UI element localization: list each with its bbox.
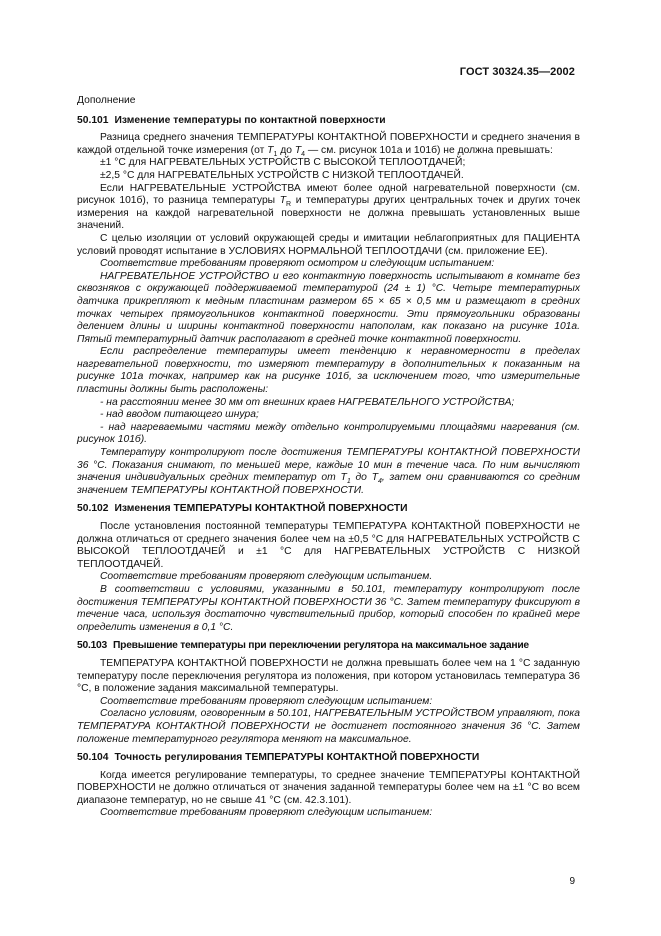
paragraph: С целью изоляции от условий окружающей среды и имитации неблагоприятных для ПАЦИЕНТА условий проводят испытание в УСЛОВИЯХ НОРМАЛЬНОЙ ТЕПЛООТДАЧИ (см. приложение ЕЕ).	[77, 232, 580, 257]
section-title: Изменение температуры по контактной поверхности	[114, 114, 386, 126]
paragraph: Соответствие требованиям проверяют осмотром и следующим испытанием:	[100, 258, 495, 270]
list-item: ±1 °С для НАГРЕВАТЕЛЬНЫХ УСТРОЙСТВ С ВЫСОКОЙ ТЕПЛООТДАЧЕЙ;	[100, 157, 466, 169]
section-number: 50.103	[77, 640, 107, 652]
text-run: Температуру контролируют после достижения ТЕМПЕРАТУРЫ КОНТАКТНОЙ ПОВЕРХНОСТИ 36 °С. Показания снимают, по меньшей мере, каждые 10 мин в течение часа. По ним вычисляют значения индивидуальных средних температур от	[77, 447, 580, 484]
text-run: Разница среднего значения ТЕМПЕРАТУРЫ КОНТАКТНОЙ ПОВЕРХНОСТИ и среднего значения в каждой отдельной точке измерения (от	[77, 132, 580, 156]
list-item: - над нагреваемыми частями между отдельно контролируемыми площадями нагревания (см. рисунок 101б).	[77, 421, 580, 446]
section-number: 50.101	[77, 114, 109, 126]
text-run: до	[277, 144, 295, 156]
paragraph: ТЕМПЕРАТУРА КОНТАКТНОЙ ПОВЕРХНОСТИ не должна превышать более чем на 1 °С заданную температуру после переключения регулятора из положения, при котором установилась температура 36 °С, в положение задания максимальной температуры.	[77, 657, 580, 695]
paragraph	[77, 132, 580, 157]
symbol-t: T	[294, 144, 302, 156]
addendum-label: Дополнение	[77, 95, 136, 106]
subscript: R	[286, 201, 292, 209]
section-heading-50-101	[77, 115, 580, 128]
section-heading-50-103	[77, 640, 580, 653]
subscript: 1	[346, 478, 351, 486]
list-item: - на расстоянии менее 30 мм от внешних краев НАГРЕВАТЕЛЬНОГО УСТРОЙСТВА;	[100, 396, 515, 408]
subscript: 1	[273, 150, 278, 158]
section-title: Превышение температуры при переключении регулятора на максимальное задание	[113, 640, 529, 652]
paragraph: Согласно условиям, оговоренным в 50.101, НАГРЕВАТЕЛЬНЫМ УСТРОЙСТВОМ управляют, пока ТЕМПЕРАТУРА КОНТАКТНОЙ ПОВЕРХНОСТИ не достигнет постоянного значения 36 °С. Затем положение температурного регулятора меняют на максимальное.	[77, 708, 580, 745]
text-run: , затем они сравниваются со средним значением ТЕМПЕРАТУРЫ КОНТАКТНОЙ ПОВЕРХНОСТИ.	[77, 472, 580, 496]
symbol-t: T	[279, 195, 287, 207]
section-heading-50-102	[77, 503, 580, 516]
paragraph: НАГРЕВАТЕЛЬНОЕ УСТРОЙСТВО и его контактную поверхность испытывают в комнате без сквозняков с окружающей поддерживаемой температурой (24 ± 1) °С. Четыре температурных датчика прикрепляют к медным пластинам размером 65 × 65 × 0,5 мм и размещают в средних точках четырех прямоугольников контактной поверхности. Эти прямоугольники образованы делением длины и ширины контактной поверхности напополам, как показано на рисунке 101а. Пятый температурный датчик располагают в средней точке контактной поверхности.	[77, 270, 580, 345]
text-run: до	[350, 472, 372, 484]
text-run: и температуры других центральных точек и других точек измерения на каждой нагревательной поверхности не должна превышать установленных выше значений.	[77, 195, 580, 232]
list-item: - над вводом питающего шнура;	[100, 409, 259, 421]
paragraph: Если распределение температуры имеет тенденцию к неравномерности в пределах нагревательной поверхности, то измеряют температуру в дополнительных к показанным на рисунке 101а точках, например как на рисунке 101б, за исключением того, что измерительные пластины должны быть расположены:	[77, 346, 580, 396]
section-number: 50.102	[77, 503, 109, 515]
section-heading-50-104	[77, 752, 580, 765]
paragraph: Соответствие требованиям проверяют следующим испытанием:	[100, 695, 433, 707]
section-title: Точность регулирования ТЕМПЕРАТУРЫ КОНТАКТНОЙ ПОВЕРХНОСТИ	[114, 752, 480, 764]
text-run: Если НАГРЕВАТЕЛЬНЫЕ УСТРОЙСТВА имеют более одной нагревательной поверхности (см. рисунок 101б), то разница температуры	[77, 182, 580, 207]
document-id: ГОСТ 30324.35—2002	[459, 66, 575, 78]
paragraph	[77, 183, 580, 233]
text-run: — см. рисунок 101а и 101б) не должна превышать:	[305, 144, 553, 156]
paragraph: В соответствии с условиями, указанными в 50.101, температуру контролируют после достижения ТЕМПЕРАТУРЫ КОНТАКТНОЙ ПОВЕРХНОСТИ 36 °С. Затем температуру фиксируют в течение часа, используя достаточно чувствительный прибор, который способен по крайней мере определить изменения в 0,1 °С.	[77, 583, 580, 633]
document-body	[77, 95, 580, 820]
symbol-t: T	[267, 144, 274, 156]
paragraph: Соответствие требованиям проверяют следующим испытанием.	[100, 571, 433, 583]
subscript: 4	[301, 150, 306, 158]
paragraph	[77, 447, 580, 497]
page-number: 9	[569, 876, 575, 887]
paragraph: После установления постоянной температуры ТЕМПЕРАТУРА КОНТАКТНОЙ ПОВЕРХНОСТИ не должна отличаться от среднего значения более чем на ±0,5 °С для НАГРЕВАТЕЛЬНЫХ УСТРОЙСТВ С ВЫСОКОЙ ТЕПЛООТДАЧЕЙ и ±1 °С для НАГРЕВАТЕЛЬНЫХ УСТРОЙСТВ С НИЗКОЙ ТЕПЛООТДАЧЕЙ.	[77, 521, 580, 570]
list-item: ±2,5 °С для НАГРЕВАТЕЛЬНЫХ УСТРОЙСТВ С НИЗКОЙ ТЕПЛООТДАЧЕЙ.	[100, 169, 464, 181]
paragraph: Когда имеется регулирование температуры, то среднее значение ТЕМПЕРАТУРЫ КОНТАКТНОЙ ПОВЕРХНОСТИ не должно отличаться от значения заданной температуры более чем на ±1 °С во всем диапазоне температур, но не свыше 41 °С (см. 42.3.101).	[77, 769, 580, 806]
symbol-t: T	[340, 472, 347, 484]
section-number: 50.104	[77, 752, 109, 764]
subscript: 4	[377, 478, 382, 486]
section-title: Изменения ТЕМПЕРАТУРЫ КОНТАКТНОЙ ПОВЕРХНОСТИ	[114, 503, 408, 515]
symbol-t: T	[371, 472, 378, 484]
paragraph: Соответствие требованиям проверяют следующим испытанием:	[100, 807, 433, 819]
